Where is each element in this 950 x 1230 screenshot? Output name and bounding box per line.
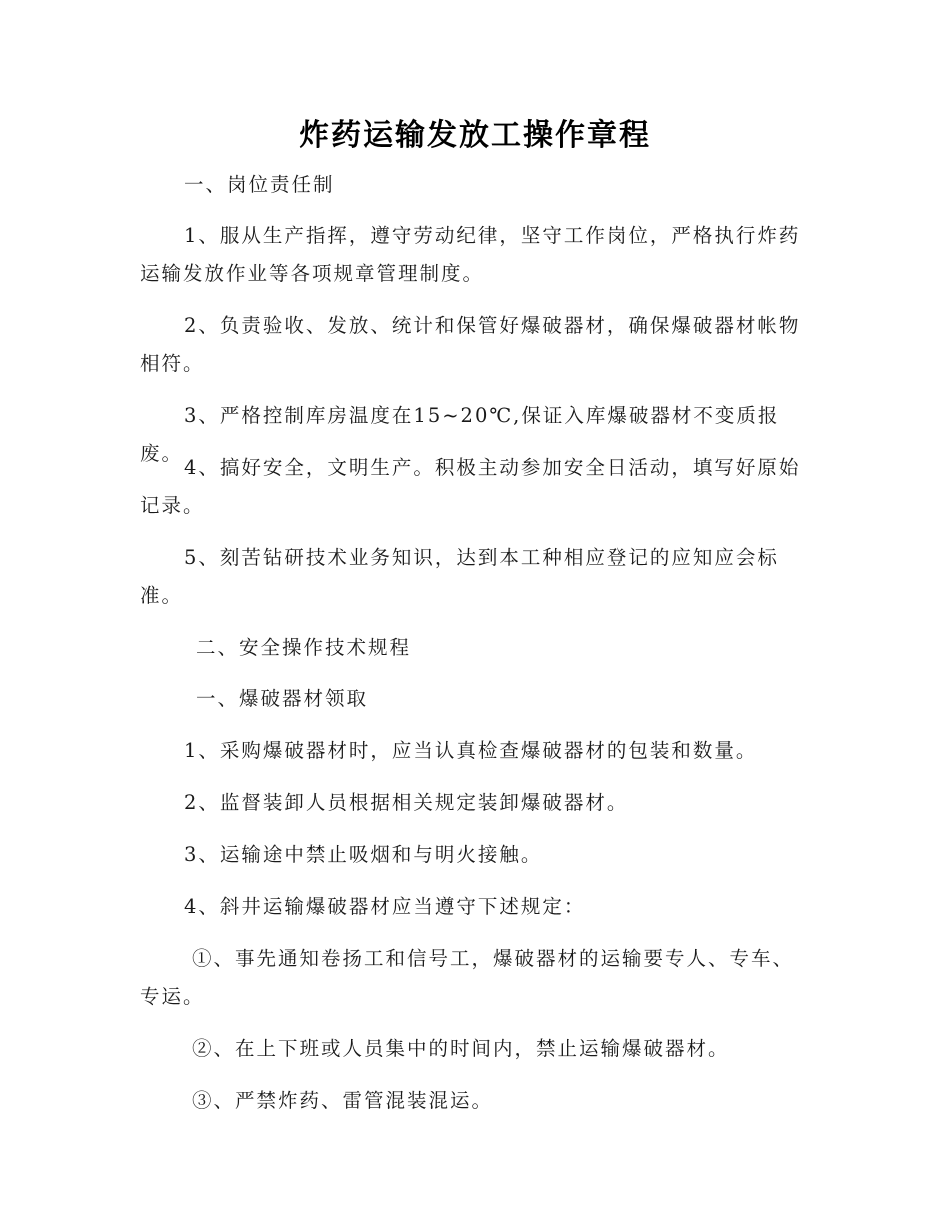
section-heading-responsibility: 一、岗位责任制 [184,173,335,196]
paragraph-rule-2: ②、在上下班或人员集中的时间内，禁止运输爆破器材。 [192,1037,730,1060]
paragraph-item-2: 2、负责验收、发放、统计和保管好爆破器材，确保爆破器材帐物相符。 [140,314,801,375]
section-heading-safety: 二、安全操作技术规程 [196,636,412,659]
paragraph-item-4: 4、搞好安全，文明生产。积极主动参加安全日活动，填写好原始记录。 [140,456,801,517]
document-title: 炸药运输发放工操作章程 [299,118,651,153]
paragraph-item-3: 3、严格控制库房温度在15~20℃,保证入库爆破器材不变质报废。 [140,404,780,465]
paragraph-collection-2: 2、监督装卸人员根据相关规定装卸爆破器材。 [184,791,629,814]
subsection-heading-collection: 一、爆破器材领取 [196,687,369,710]
paragraph-item-1: 1、服从生产指挥，遵守劳动纪律，坚守工作岗位，严格执行炸药运输发放作业等各项规章管理制度。 [140,224,801,285]
paragraph-item-5: 5、刻苦钻研技术业务知识，达到本工种相应登记的应知应会标准。 [140,546,779,607]
paragraph-rule-1: ①、事先通知卷扬工和信号工，爆破器材的运输要专人、专车、专运。 [140,947,795,1008]
paragraph-rule-3: ③、严禁炸药、雷管混装混运。 [192,1089,494,1112]
paragraph-collection-4: 4、斜井运输爆破器材应当遵守下述规定： [184,895,586,918]
paragraph-collection-3: 3、运输途中禁止吸烟和与明火接触。 [184,843,543,866]
paragraph-collection-1: 1、采购爆破器材时，应当认真检查爆破器材的包装和数量。 [184,739,758,762]
